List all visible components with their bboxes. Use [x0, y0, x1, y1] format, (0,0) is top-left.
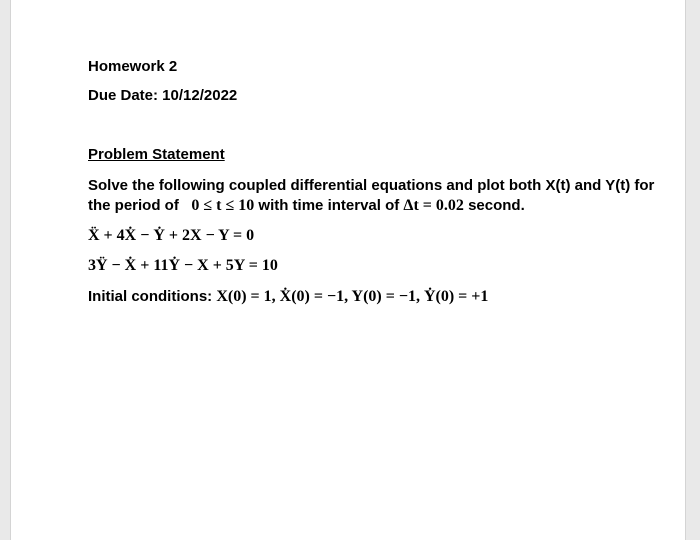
- equation-1: Ẍ + 4Ẋ − Ẏ + 2X − Y = 0: [88, 227, 255, 244]
- document-page: [10, 0, 686, 540]
- statement-suffix: second.: [463, 197, 525, 214]
- document-title: Homework 2: [88, 58, 178, 75]
- problem-statement-line-2: [88, 196, 525, 215]
- initial-conditions-label: Initial conditions:: [88, 288, 217, 305]
- period-expression: 0 ≤ t ≤ 10: [191, 197, 255, 214]
- statement-middle: with time interval of: [254, 197, 404, 214]
- initial-conditions: [88, 287, 488, 306]
- equation-2: 3Ÿ − Ẋ + 11Ẏ − X + 5Y = 10: [88, 257, 278, 274]
- problem-statement-line-1: Solve the following coupled differential equations and plot both X(t) and Y(t) for: [88, 177, 655, 194]
- due-date: Due Date: 10/12/2022: [88, 87, 238, 104]
- statement-prefix: the period of: [88, 197, 183, 214]
- time-interval-expression: Δt = 0.02: [403, 197, 464, 214]
- section-heading: Problem Statement: [88, 146, 225, 163]
- initial-conditions-values: X(0) = 1, Ẋ(0) = −1, Y(0) = −1, Ẏ(0) = +1: [216, 288, 489, 305]
